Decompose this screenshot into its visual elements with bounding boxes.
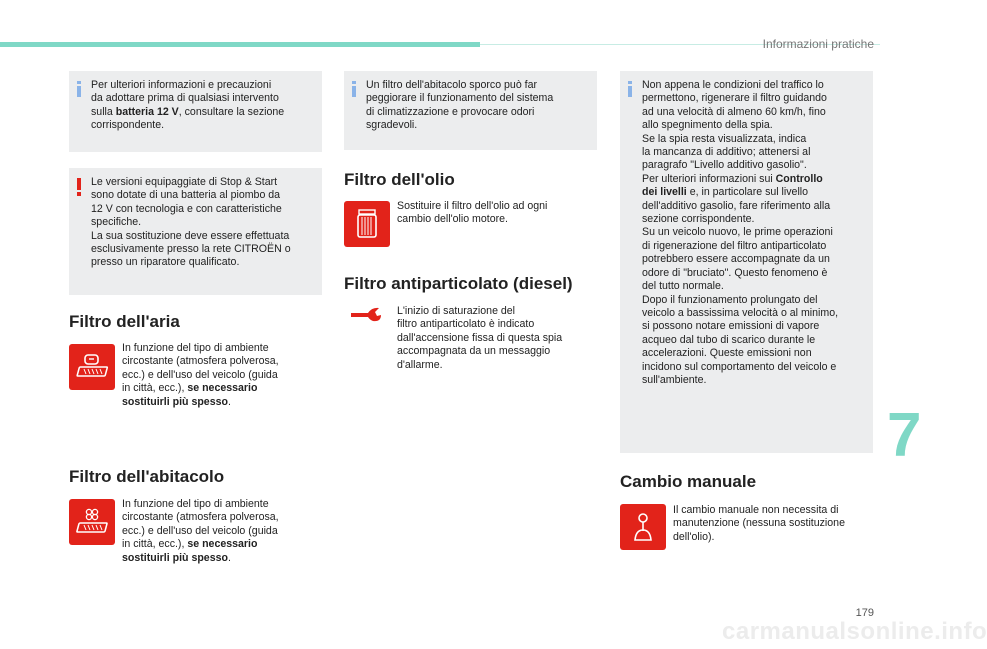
warning-icon bbox=[77, 178, 81, 196]
oil-filter-icon bbox=[344, 201, 390, 247]
header-title: Informazioni pratiche bbox=[762, 37, 874, 51]
heading-manual-gearbox: Cambio manuale bbox=[620, 472, 757, 491]
heading-air-filter: Filtro dell'aria bbox=[69, 312, 180, 331]
info-box-battery-text: Per ulteriori informazioni e precauzioni da adottare prima di qualsiasi intervento sulla batteria 12 V, consultare la sezione corrispondente. bbox=[91, 79, 285, 132]
warning-box-text: Le versioni equipaggiate di Stop & Start sono dotate di una batteria al piombo da 12 V con tecnologia e con caratteristiche specifiche. La sua sostituzione deve essere effettuata esclusivamente presso la rete CITROËN o presso un riparatore qualificato. bbox=[91, 176, 291, 269]
manual-gearbox-text: Il cambio manuale non necessita di manutenzione (nessuna sostituzione dell'olio). bbox=[673, 504, 845, 543]
info-box-regeneration bbox=[620, 71, 873, 453]
heading-particle-filter: Filtro antiparticolato (diesel) bbox=[344, 274, 573, 293]
header-accent-bar bbox=[0, 42, 480, 47]
info-icon bbox=[352, 81, 356, 97]
oil-filter-text: Sostituire il filtro dell'olio ad ogni cambio dell'olio motore. bbox=[397, 200, 548, 226]
cabin-filter-text: In funzione del tipo di ambiente circostante (atmosfera polverosa, ecc.) e dell'uso del veicolo (guida in città, ecc.), se necessario sostituirli più spesso. bbox=[122, 498, 279, 564]
air-filter-icon bbox=[69, 344, 115, 390]
heading-oil-filter: Filtro dell'olio bbox=[344, 170, 455, 189]
particle-filter-text: L'inizio di saturazione del filtro antiparticolato è indicato dall'accensione fissa di questa spia accompagnata da un messaggio d'allarme. bbox=[397, 305, 563, 371]
info-icon bbox=[77, 81, 81, 97]
watermark: carmanualsonline.info bbox=[722, 618, 987, 645]
chapter-number: 7 bbox=[887, 401, 922, 470]
page-number: 179 bbox=[855, 607, 874, 619]
info-box-cabin-text: Un filtro dell'abitacolo sporco può far peggiorare il funzionamento del sistema di climatizzazione e provocare odori sgradevoli. bbox=[366, 79, 554, 132]
cabin-filter-icon bbox=[69, 499, 115, 545]
info-icon bbox=[628, 81, 632, 97]
info-box-regeneration-text: Non appena le condizioni del traffico lo permettono, rigenerare il filtro guidando ad una velocità di almeno 60 km/h, fino allo spegnimento della spia. Se la spia resta visualizzata, indica la mancanza di additivo; attenersi al paragrafo "Livello additivo gasolio". Per ulteriori informazioni sui Controllo dei livelli e, in particolare sul livello dell'additivo gasolio, fare riferimento alla sezione corrispondente. Su un veicolo nuovo, le prime operazioni di rigenerazione del filtro antiparticolato potrebbero essere accompagnate da un odore di "bruciato". Questo fenomeno è del tutto normale. Dopo il funzionamento prolungato del veicolo a bassissima velocità o al minimo, si possono notare emissioni di vapore acqueo dal tubo di scarico durante le accelerazioni. Queste emissioni non incidono sul comportamento del veicolo e sull'ambiente. bbox=[642, 79, 839, 386]
warning-box-stop-start bbox=[69, 168, 322, 295]
gear-lever-icon bbox=[620, 504, 666, 550]
air-filter-text: In funzione del tipo di ambiente circostante (atmosfera polverosa, ecc.) e dell'uso del veicolo (guida in città, ecc.), se necessario sostituirli più spesso. bbox=[122, 342, 279, 408]
info-box-battery bbox=[69, 71, 322, 152]
info-box-cabin-filter bbox=[344, 71, 597, 150]
heading-cabin-filter: Filtro dell'abitacolo bbox=[69, 467, 225, 486]
wrench-icon bbox=[348, 303, 388, 327]
